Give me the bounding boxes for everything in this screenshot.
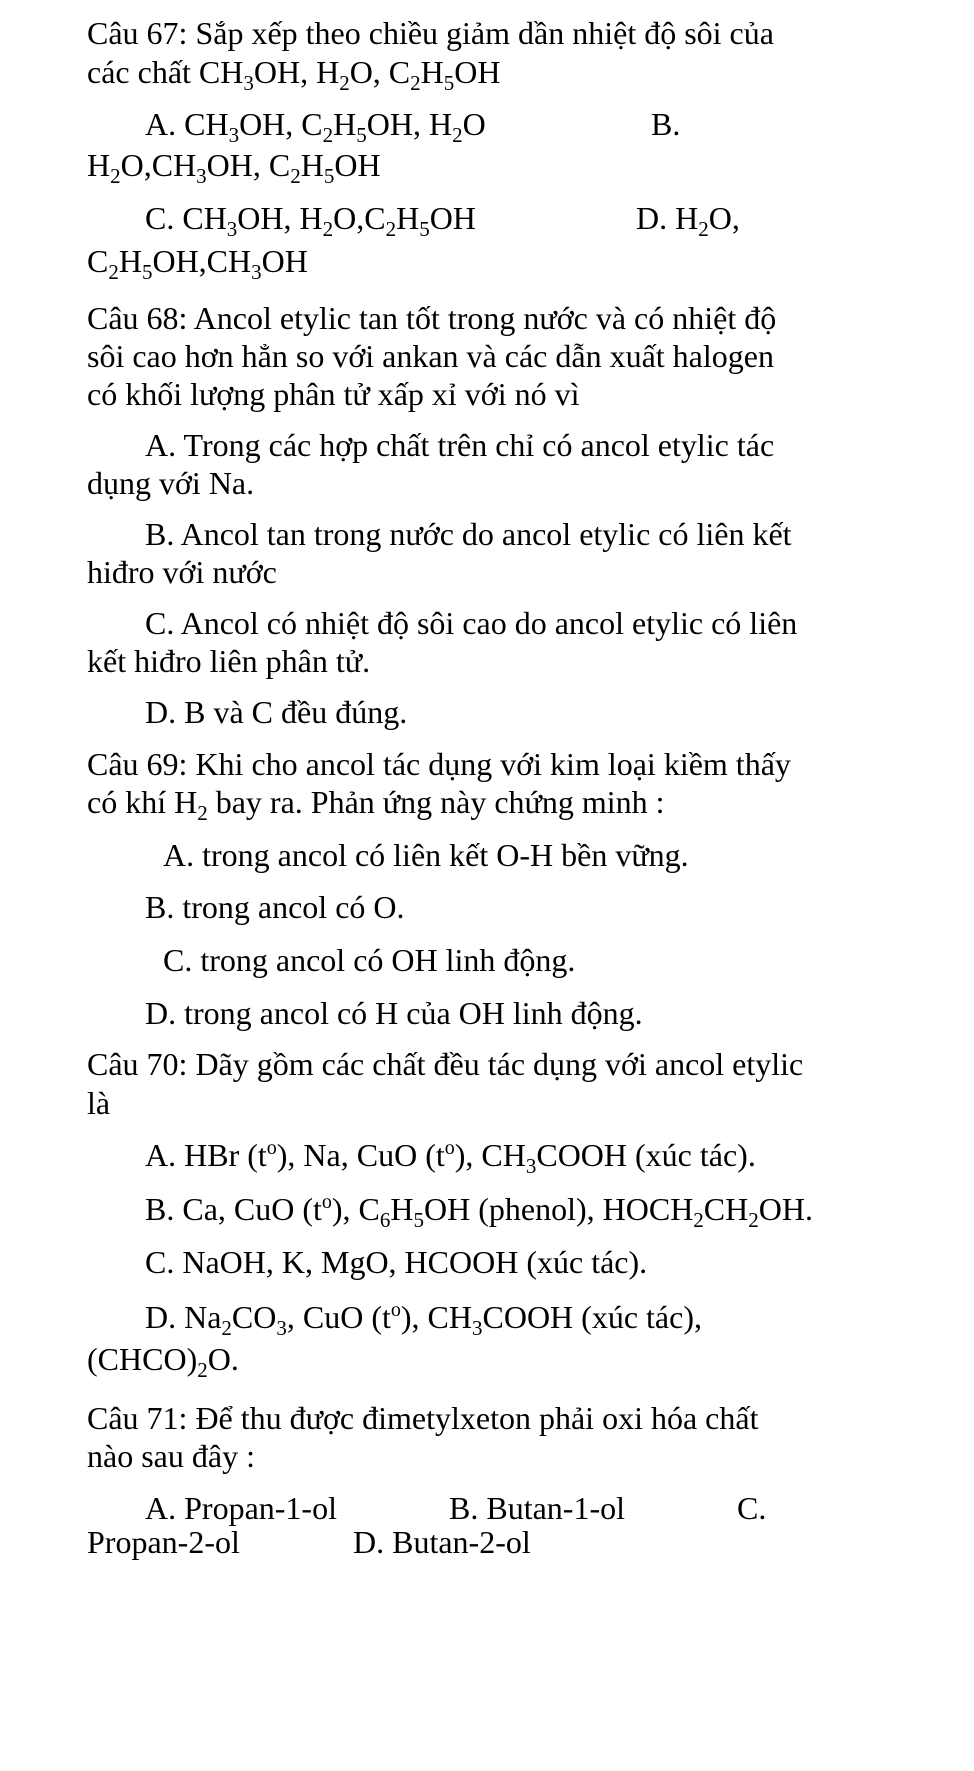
q69-option-a: A. trong ancol có liên kết O-H bền vững. [163, 837, 689, 873]
q71-option-c-label: C. [737, 1490, 767, 1526]
q70-stem-line-1: Câu 70: Dãy gồm các chất đều tác dụng với ancol etylic [87, 1046, 804, 1082]
q69-stem-line-2: có khí $H_2$ bay ra. Phản ứng này chứng minh : [87, 784, 665, 825]
q70-option-c: C. NaOH, K, MgO, HCOOH (xúc tác). [145, 1244, 648, 1280]
q67-option-c: C. $CH_3OH$, $H_2O,C_2H_5OH$ [145, 200, 476, 241]
q70-stem-line-2: là [87, 1085, 111, 1121]
q68-option-a-line-1: A. Trong các hợp chất trên chỉ có ancol etylic tác [145, 427, 775, 463]
q68-option-d: D. B và C đều đúng. [145, 694, 408, 730]
q68-stem-line-3: có khối lượng phân tử xấp xỉ với nó vì [87, 376, 580, 412]
q68-option-b-line-1: B. Ancol tan trong nước do ancol etylic có liên kết [145, 516, 792, 552]
q71-option-a: A. Propan-1-ol [145, 1490, 337, 1526]
q70-option-d-line-1: D. $Na_2CO_3$, CuO $(t^o)$, $CH_3COOH$ (xúc tác), [145, 1299, 702, 1340]
q67-option-b-label: B. [651, 106, 681, 142]
q70-option-b: B. Ca, CuO $(t^o)$, $C_6H_5OH$ (phenol), $HOCH_2CH_2OH$. [145, 1191, 813, 1232]
q71-option-d: D. Butan-2-ol [353, 1524, 531, 1560]
q68-option-a-line-2: dụng với Na. [87, 465, 255, 501]
q68-option-c-line-2: kết hiđro liên phân tử. [87, 643, 371, 679]
q71-stem-line-2: nào sau đây : [87, 1438, 255, 1474]
q67-option-b: $H_2O,CH_3OH$, $C_2H_5OH$ [87, 147, 381, 188]
q67-stem-line-1: Câu 67: Sắp xếp theo chiều giảm dần nhiệt độ sôi của [87, 15, 774, 51]
q69-option-b: B. trong ancol có O. [145, 889, 405, 925]
q67-option-d: $C_2H_5OH,CH_3OH$ [87, 243, 308, 284]
q70-option-a: A. HBr $(t^o)$, Na, CuO $(t^o)$, $CH_3COOH$ (xúc tác). [145, 1137, 756, 1178]
q67-stem-line-2: các chất $CH_3OH$, $H_2O$, $C_2H_5OH$ [87, 54, 501, 95]
q69-option-c: C. trong ancol có OH linh động. [163, 942, 576, 978]
q67-option-d-label: D. $H_2O$, [636, 200, 740, 241]
q70-option-d-line-2: $(CHCO)_2O$. [87, 1341, 239, 1382]
q69-stem-line-1: Câu 69: Khi cho ancol tác dụng với kim loại kiềm thấy [87, 746, 791, 782]
q68-option-c-line-1: C. Ancol có nhiệt độ sôi cao do ancol etylic có liên [145, 605, 798, 641]
q68-stem-line-1: Câu 68: Ancol etylic tan tốt trong nước và có nhiệt độ [87, 300, 777, 336]
q71-option-b: B. Butan-1-ol [449, 1490, 625, 1526]
q71-stem-line-1: Câu 71: Để thu được đimetylxeton phải oxi hóa chất [87, 1400, 759, 1436]
q68-option-b-line-2: hiđro với nước [87, 554, 277, 590]
q69-option-d: D. trong ancol có H của OH linh động. [145, 995, 643, 1031]
q71-option-c: Propan-2-ol [87, 1524, 240, 1560]
q67-option-a: A. $CH_3OH$, $C_2H_5OH$, $H_2O$ [145, 106, 486, 147]
q68-stem-line-2: sôi cao hơn hẳn so với ankan và các dẫn xuất halogen [87, 338, 774, 374]
